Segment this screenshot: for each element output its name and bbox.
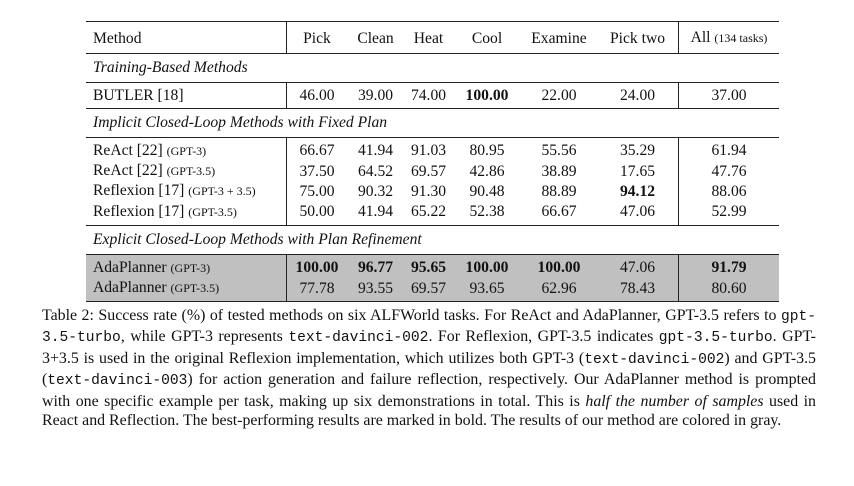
header-pick: Pick [287,22,348,54]
best-value: 95.65 [410,259,447,277]
cell-pick-two: 17.65 [619,162,656,180]
method-name: AdaPlanner [93,279,167,297]
cell-examine: 55.56 [541,142,577,160]
section-header-row [86,54,779,82]
method-cell [86,278,287,302]
cell-cool: 80.95 [469,142,505,160]
best-value: 91.79 [711,259,747,277]
cell-all: 47.76 [679,161,780,181]
method-cell [86,82,287,108]
method-cell [86,181,287,201]
cell-pick-two: 78.43 [597,278,679,302]
caption-code-1: gpt-3.5-turbo [42,309,816,347]
cell-cool: 93.65 [453,278,521,302]
table-row [86,137,779,161]
cell-heat: 91.30 [410,182,447,200]
caption-code-4: text-davinci-002 [584,351,725,368]
header-all-label: All [690,29,711,46]
cell-heat: 69.57 [404,278,453,302]
table-row [86,278,779,302]
cell-clean: 41.94 [357,203,394,221]
cell-heat: 91.03 [410,142,447,160]
header-examine: Examine [521,22,597,54]
method-model: (GPT-3 + 3.5) [188,184,256,199]
cell-cool: 90.48 [469,182,505,200]
header-pick-two: Pick two [597,22,679,54]
caption-text-2: , while GPT-3 represents [120,328,289,346]
caption-text-1: Table 2: Success rate (%) of tested methods on six ALFWorld tasks. For ReAct and AdaPlanner, GPT-3.5 refers to [42,307,781,324]
caption-code-3: gpt-3.5-turbo [658,330,773,347]
method-name: BUTLER [18] [93,86,184,104]
method-cell [86,202,287,226]
header-heat: Heat [404,22,453,54]
best-value: 100.00 [465,259,509,277]
method-cell [86,161,287,181]
best-value: 96.77 [357,259,394,277]
header-row [86,22,779,54]
cell-cool: 42.86 [469,162,505,180]
section-title: Implicit Closed-Loop Methods with Fixed Plan [86,109,779,137]
best-value: 94.12 [619,182,656,200]
method-model: (GPT-3) [170,260,211,275]
table-row [86,202,779,226]
cell-cool [453,254,521,278]
best-value: 100.00 [295,259,339,277]
header-method: Method [86,22,287,54]
caption-text-3: . For Reflexion, GPT-3.5 indicates [428,328,659,346]
cell-cool [453,82,521,108]
method-model: (GPT-3.5) [170,281,220,296]
caption-code-2: text-davinci-002 [288,330,429,347]
cell-pick-two [597,181,679,201]
cell-pick: 66.67 [287,137,348,161]
method-model: (GPT-3) [166,143,207,158]
table-body [86,54,779,302]
cell-pick [287,254,348,278]
cell-pick: 50.00 [287,202,348,226]
header-all-note: (134 tasks) [714,31,768,45]
results-table-container [86,21,770,302]
cell-all: 52.99 [679,202,780,226]
cell-clean: 90.32 [357,182,394,200]
caption-code-5: text-davinci-003 [47,373,188,390]
cell-pick-two: 47.06 [619,203,656,221]
method-cell [86,254,287,278]
method-model: (GPT-3.5) [166,164,216,179]
cell-all [679,254,780,278]
cell-heat [404,254,453,278]
cell-pick: 37.50 [287,161,348,181]
cell-clean: 64.52 [357,162,394,180]
best-value: 100.00 [465,86,509,104]
cell-all: 88.06 [679,181,780,201]
cell-pick-two: 24.00 [619,86,656,104]
method-name: ReAct [22] [93,162,163,180]
cell-examine: 88.89 [541,182,577,200]
header-clean: Clean [347,22,404,54]
results-table [86,21,779,302]
caption-text-6: ) for action generation and failure reflection, respectively. Our AdaPlanner method is prompted with one specific example per task, making up six demonstrations in total. This is [42,371,816,410]
best-value: 100.00 [537,259,581,277]
cell-pick-two: 35.29 [619,142,656,160]
table-row [86,82,779,108]
cell-pick-two: 47.06 [597,254,679,278]
cell-heat: 74.00 [410,86,447,104]
cell-examine: 22.00 [541,86,577,104]
cell-examine: 66.67 [541,203,577,221]
cell-examine: 38.89 [541,162,577,180]
cell-pick: 75.00 [287,181,348,201]
cell-clean: 93.55 [347,278,404,302]
caption-text-7: used in React and Reflection. The best-performing results are marked in bold. The results of our method are colored in gray. [42,392,816,430]
cell-clean: 41.94 [357,142,394,160]
cell-clean: 39.00 [357,86,394,104]
caption-emphasis: half the number of samples [585,392,764,410]
table-row [86,161,779,181]
caption-text-4: . GPT-3+3.5 is used in the original Reflexion implementation, which utilizes both GPT-3 ( [42,328,816,367]
section-header-row [86,109,779,137]
cell-cool: 52.38 [469,203,505,221]
cell-examine: 62.96 [521,278,597,302]
section-title: Explicit Closed-Loop Methods with Plan Refinement [86,226,779,254]
cell-all: 61.94 [679,137,780,161]
method-model: (GPT-3.5) [188,204,237,219]
cell-all: 37.00 [679,82,780,108]
method-name: AdaPlanner [93,258,167,276]
cell-examine [521,254,597,278]
cell-pick: 46.00 [287,82,348,108]
method-name: Reflexion [17] [93,202,185,220]
cell-clean [347,254,404,278]
caption-text-5: ) and GPT-3.5 ( [42,349,816,389]
table-row [86,181,779,201]
header-cool: Cool [453,22,521,54]
cell-heat: 65.22 [410,203,447,221]
cell-pick: 77.78 [287,278,348,302]
section-title: Training-Based Methods [86,54,779,82]
cell-heat: 69.57 [410,162,447,180]
method-cell [86,137,287,161]
section-header-row [86,226,779,254]
table-caption [42,306,816,430]
cell-all: 80.60 [679,278,780,302]
method-name: ReAct [22] [93,141,163,159]
method-name: Reflexion [17] [93,182,185,200]
header-all [679,22,780,54]
table-row [86,254,779,278]
